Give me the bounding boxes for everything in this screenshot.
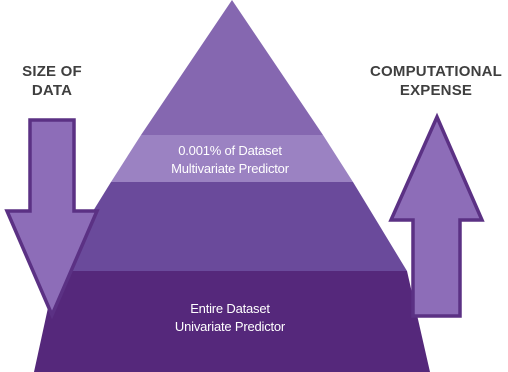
computational-expense-line2: EXPENSE [399, 82, 473, 99]
size-of-data-line2: DATA [31, 82, 73, 99]
computational-expense-label [352, 62, 508, 100]
bottom-tier-line1: Entire Dataset [190, 301, 270, 316]
size-of-data-line1: SIZE OF [22, 63, 82, 80]
size-of-data-label [0, 62, 104, 100]
top-tier-line2: Multivariate Predictor [171, 161, 289, 176]
top-tier-line1: 0.001% of Dataset [178, 143, 282, 158]
top-tier-label [130, 142, 330, 178]
pyramid-tier-middle [56, 182, 407, 271]
computational-expense-line1: COMPUTATIONAL [369, 63, 503, 80]
bottom-tier-label [130, 300, 330, 336]
bottom-tier-line2: Univariate Predictor [174, 319, 286, 334]
pyramid-apex [141, 0, 323, 135]
